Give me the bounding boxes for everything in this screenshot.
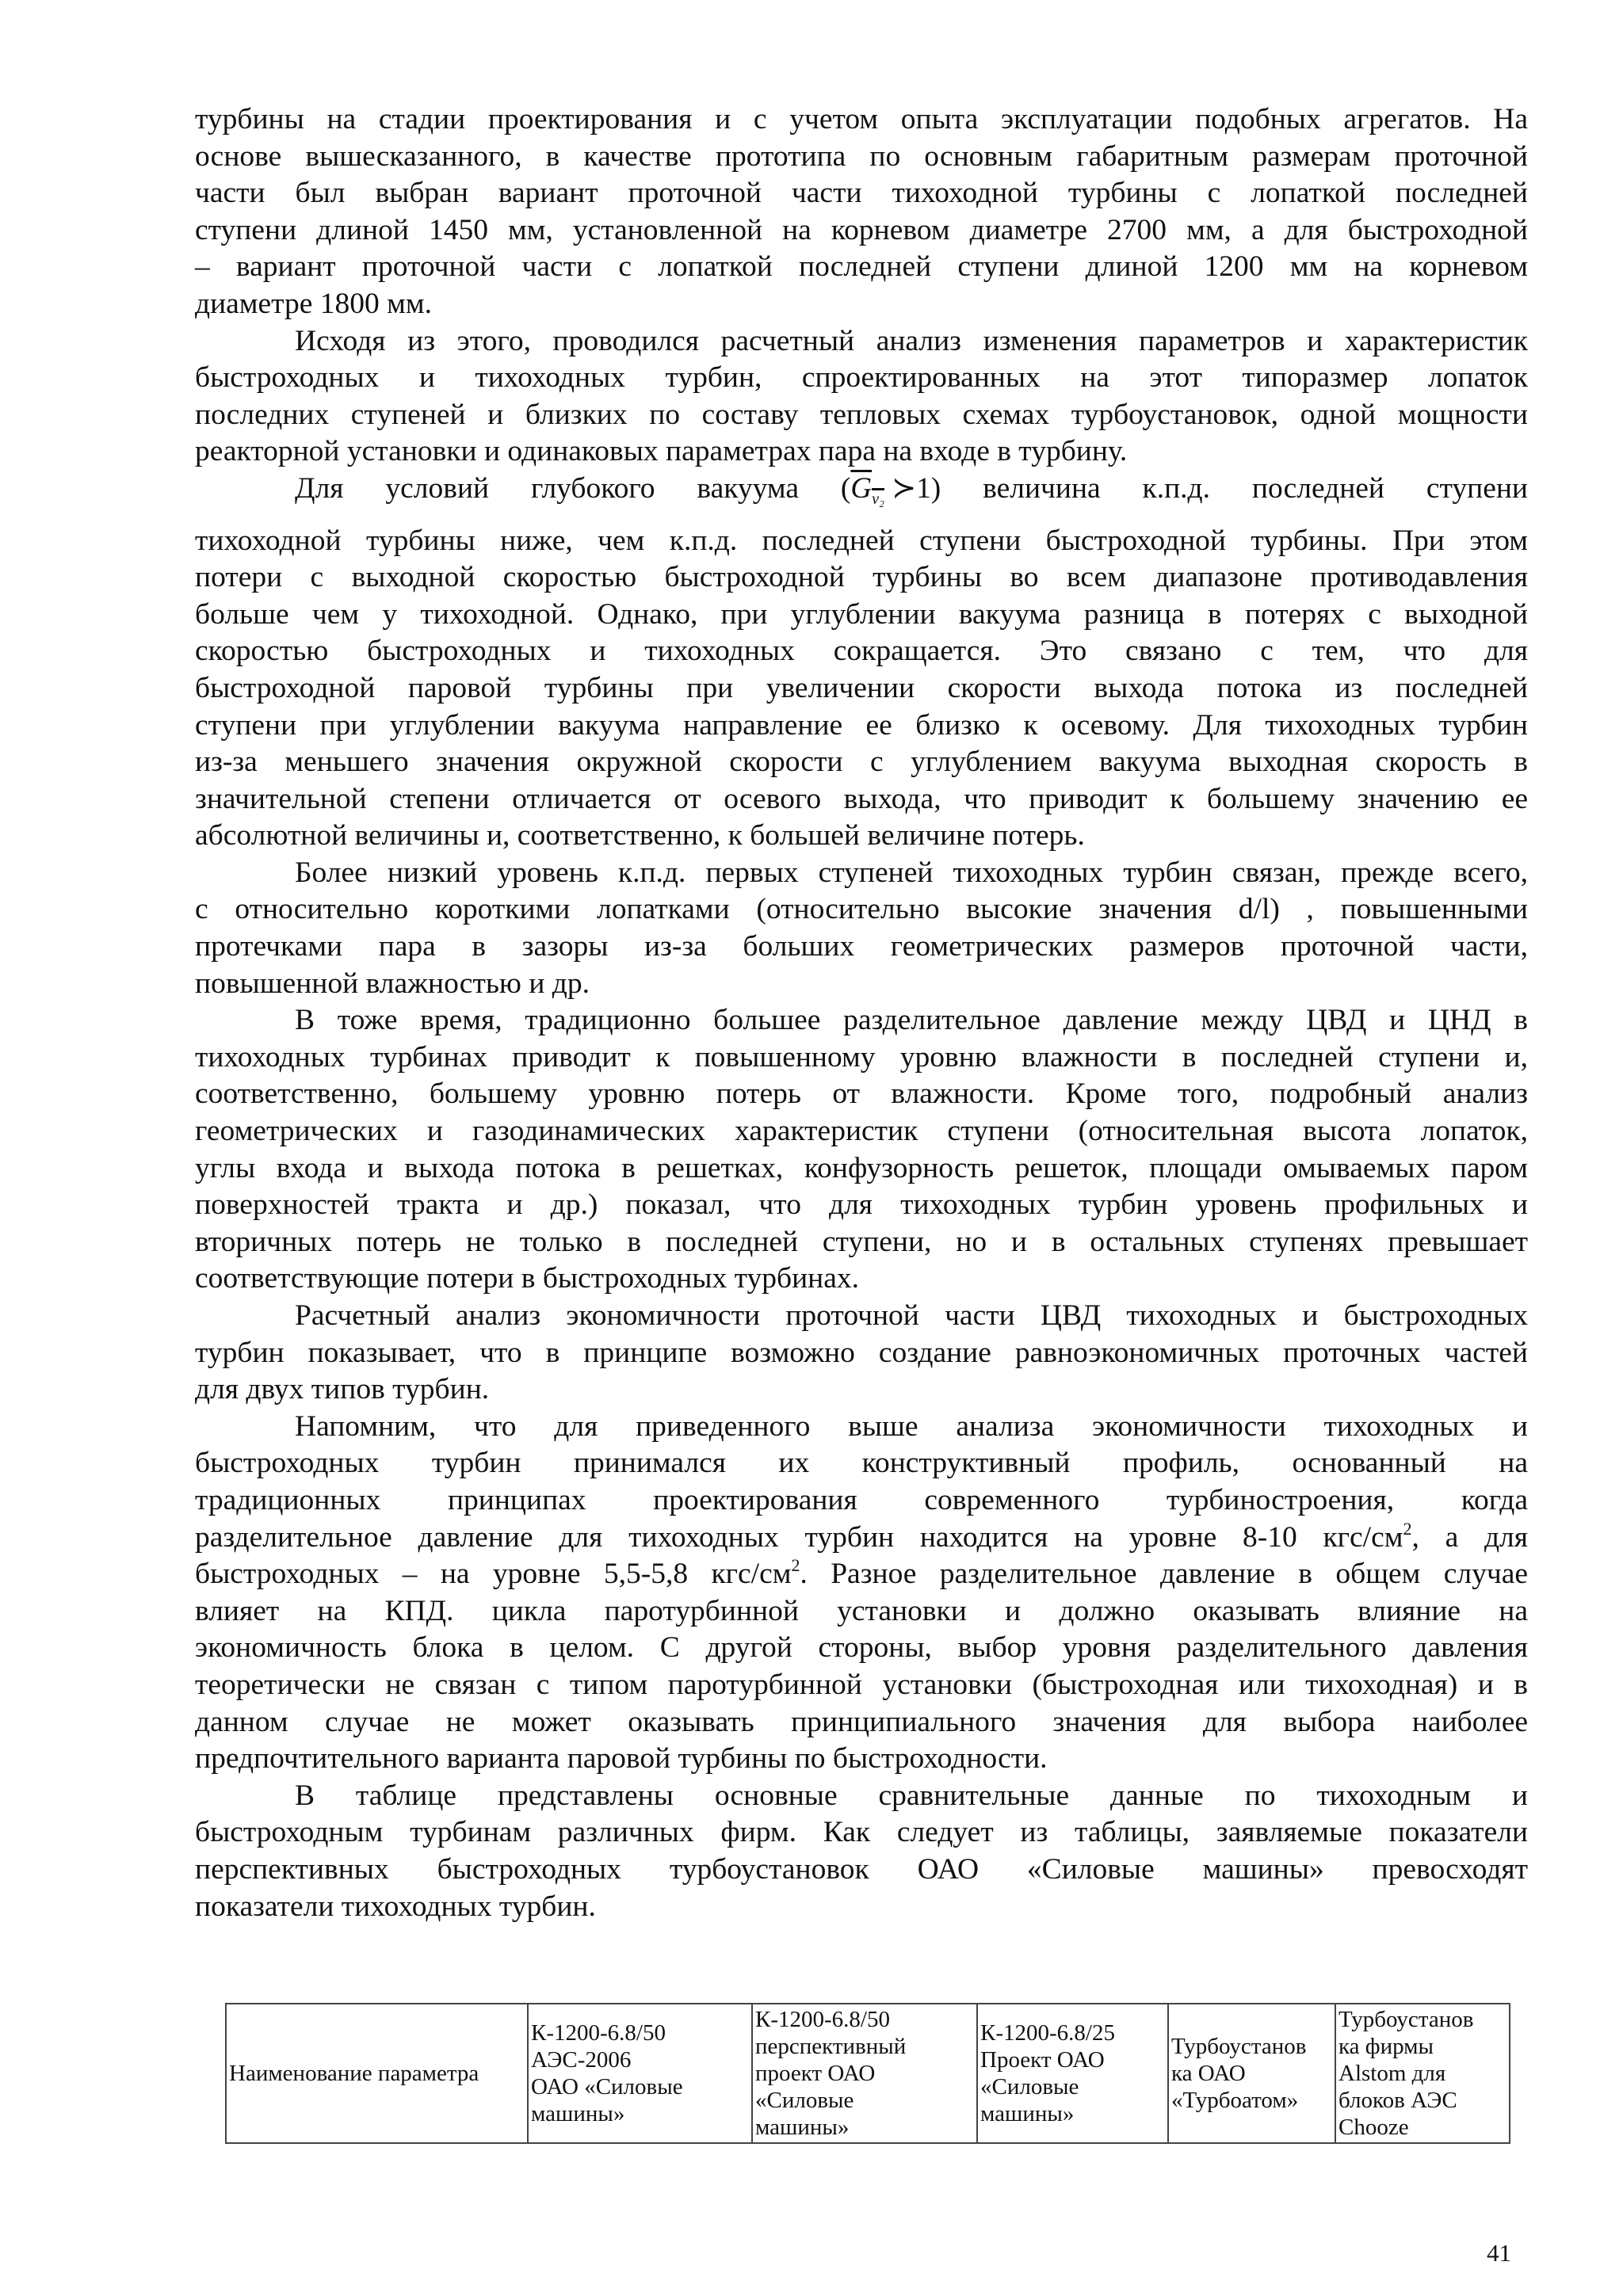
table-header-row (226, 2004, 1510, 2143)
text-line: поверхностей тракта и др.) показал, что для тихоходных турбин уровень профильных и (195, 1188, 1528, 1222)
header-cell-turboatom (1168, 2004, 1335, 2143)
text-line: протечками пара в зазоры из-за больших геометрических размеров проточной части, (195, 930, 1528, 963)
header-cell-line: Турбоустанов (1338, 2007, 1474, 2032)
header-cell-lines (1171, 2033, 1332, 2114)
text-line: из-за меньшего значения окружной скорости с углублением вакуума выходная скорость в (195, 746, 1528, 779)
header-cell-line: К-1200-6.8/50 (531, 2020, 666, 2046)
header-cell-line: ка фирмы (1338, 2034, 1434, 2059)
text-line: диаметре 1800 мм. (195, 287, 432, 320)
text-line: показатели тихоходных турбин. (195, 1890, 596, 1923)
header-cell-line: К-1200-6.8/25 (980, 2020, 1115, 2046)
header-cell-lines (980, 2019, 1165, 2127)
text-line: Исходя из этого, проводился расчетный анализ изменения параметров и характеристик (295, 324, 1528, 357)
header-cell-lines (531, 2019, 749, 2127)
header-cell-line: ка ОАО (1171, 2061, 1246, 2086)
header-cell-parameter (226, 2004, 528, 2143)
paragraph (195, 101, 1528, 323)
text-line: реакторной установки и одинаковых параметрах пара на входе в турбину. (195, 435, 1128, 468)
header-cell-k1200-aes2006 (528, 2004, 752, 2143)
header-cell-line: Проект ОАО (980, 2047, 1105, 2073)
text-line: В тоже время, традиционно большее разделительное давление между ЦВД и ЦНД в (295, 1004, 1528, 1037)
text-line: экономичность блока в целом. С другой стороны, выбор уровня разделительного давления (195, 1631, 1528, 1665)
header-cell-line: АЭС-2006 (531, 2047, 632, 2073)
text-line: ступени при углублении вакуума направление ее близко к осевому. Для тихоходных турбин (195, 708, 1528, 742)
text-line: быстроходным турбинам различных фирм. Как следует из таблицы, заявляемые показатели (195, 1816, 1528, 1849)
text-line: вторичных потерь не только в последней ступени, но и в остальных ступенях превышает (195, 1225, 1528, 1258)
paragraph (195, 323, 1528, 471)
paragraph (195, 471, 1528, 855)
header-cell-k1200-perspective (752, 2004, 977, 2143)
header-cell-line: перспективный (755, 2034, 907, 2059)
text-line: быстроходных турбин принимался их конструктивный профиль, основанный на (195, 1447, 1528, 1480)
paragraph (195, 1298, 1528, 1409)
formula-text-line (195, 471, 1528, 518)
text-line: ступени длиной 1450 мм, установленной на корневом диаметре 2700 мм, а для быстроходной (195, 213, 1528, 246)
header-cell-line: машины» (980, 2101, 1075, 2126)
header-cell-line: проект ОАО (755, 2061, 876, 2086)
text-line: Напомним, что для приведенного выше анализа экономичности тихоходных и (295, 1409, 1528, 1443)
text-line: турбины на стадии проектирования и с учетом опыта эксплуатации подобных агрегатов. На (195, 103, 1528, 135)
paragraph (195, 1409, 1528, 1778)
text-line: предпочтительного варианта паровой турбины по быстроходности. (195, 1742, 1048, 1775)
text-line: повышенной влажностью и др. (195, 967, 590, 1000)
formula-symbol: G (850, 471, 873, 505)
header-cell-line: Наименование параметра (229, 2061, 479, 2086)
superscript: 2 (791, 1555, 800, 1576)
page-number: 41 (1487, 2239, 1511, 2267)
header-cell-line: машины» (531, 2101, 625, 2126)
text-line: быстроходных и тихоходных турбин, спроектированных на этот типоразмер лопаток (195, 361, 1528, 395)
header-cell-line: Турбоустанов (1171, 2034, 1307, 2059)
text-line: последних ступеней и близких по составу тепловых схемах турбоустановок, одной мощности (195, 398, 1528, 431)
paragraph (195, 1002, 1528, 1298)
superscript: 2 (1403, 1518, 1412, 1539)
text-line: углы входа и выхода потока в решетках, конфузорность решеток, площади омываемых паром (195, 1151, 1528, 1184)
text-line: значительной степени отличается от осевого выхода, что приводит к большему значению ее (195, 782, 1528, 815)
text-line: разделительное давление для тихоходных турбин находится на уровне 8-10 кгс/$см^2$, а для (195, 1518, 1528, 1554)
text-line: – вариант проточной части с лопаткой последней ступени длиной 1200 мм на корневом (195, 250, 1528, 284)
header-cell-lines (1338, 2006, 1507, 2141)
text-line: теоретически не связан с типом паротурбинной установки (быстроходная или тихоходная) и в (195, 1668, 1528, 1701)
header-cell-line: К-1200-6.8/50 (755, 2007, 890, 2032)
text-line: традиционных принципах проектирования современного турбиностроения, когда (195, 1483, 1528, 1516)
header-cell-k1200-25 (977, 2004, 1168, 2143)
formula-line-after: ) величина к.п.д. последней ступени (930, 471, 1529, 505)
text-line: Более низкий уровень к.п.д. первых ступеней тихоходных турбин связан, прежде всего, (295, 856, 1528, 889)
text-line: больше чем у тихоходной. Однако, при углублении вакуума разница в потерях с выходной (195, 597, 1528, 631)
text-line: турбин показывает, что в принципе возможно создание равноэкономичных проточных частей (195, 1336, 1528, 1369)
header-cell-line: Chooze (1338, 2115, 1409, 2140)
header-cell-line: «Турбоатом» (1171, 2088, 1299, 2113)
header-cell-line: «Силовые (755, 2088, 854, 2113)
formula-operator: ≻1 (892, 471, 931, 505)
text-line: основе вышесказанного, в качестве прототипа по основным габаритным размерам проточной (195, 139, 1528, 173)
text-line: потери с выходной скоростью быстроходной турбины во всем диапазоне противодавления (195, 561, 1528, 594)
header-cell-line: «Силовые (980, 2074, 1079, 2100)
text-line: перспективных быстроходных турбоустановок ОАО «Силовые машины» превосходят (195, 1852, 1528, 1886)
text-line: с относительно короткими лопатками (относительно высокие значения d/l) , повышенными (195, 893, 1528, 926)
formula-subscript: v₂ (872, 490, 884, 508)
document-body (195, 101, 1528, 1925)
header-cell-alstom (1335, 2004, 1510, 2143)
paragraph (195, 855, 1528, 1002)
header-cell-line: блоков АЭС (1338, 2088, 1457, 2113)
header-cell-line: машины» (755, 2115, 850, 2140)
text-line: тихоходной турбины ниже, чем к.п.д. последней ступени быстроходной турбины. При этом (195, 524, 1528, 557)
text-line: тихоходных турбинах приводит к повышенному уровню влажности в последней ступени и, (195, 1040, 1528, 1074)
header-cell-lines (755, 2006, 974, 2141)
text-line: В таблице представлены основные сравнительные данные по тихоходным и (295, 1779, 1528, 1812)
header-cell-lines (229, 2060, 525, 2087)
formula-line-before: Для условий глубокого вакуума ( (295, 471, 851, 505)
text-line: соответствующие потери в быстроходных турбинах. (195, 1262, 860, 1295)
text-line: влияет на КПД. цикла паротурбинной установки и должно оказывать влияние на (195, 1594, 1528, 1627)
comparison-table (225, 2003, 1510, 2144)
text-line: данном случае не может оказывать принципиального значения для выбора наиболее (195, 1705, 1528, 1738)
text-line: быстроходных – на уровне 5,5-5,8 кгс/$см^2$. Разное разделительное давление в общем случае (195, 1555, 1528, 1591)
text-line: Расчетный анализ экономичности проточной части ЦВД тихоходных и быстроходных (295, 1299, 1528, 1332)
paragraph (195, 1778, 1528, 1925)
text-line: быстроходной паровой турбины при увеличении скорости выхода потока из последней (195, 671, 1528, 704)
text-line: для двух типов турбин. (195, 1373, 490, 1406)
header-cell-line: Alstom для (1338, 2061, 1446, 2086)
text-line: геометрических и газодинамических характеристик ступени (относительная высота лопаток, (195, 1115, 1528, 1148)
text-line: соответственно, большему уровню потерь от влажности. Кроме того, подробный анализ (195, 1077, 1528, 1111)
vacuum-formula (850, 471, 930, 518)
text-line: скоростью быстроходных и тихоходных сокращается. Это связано с тем, что для (195, 635, 1528, 668)
text-line: части был выбран вариант проточной части тихоходной турбины с лопаткой последней (195, 177, 1528, 210)
text-line: абсолютной величины и, соответственно, к большей величине потерь. (195, 819, 1085, 852)
header-cell-line: ОАО «Силовые (531, 2074, 683, 2100)
